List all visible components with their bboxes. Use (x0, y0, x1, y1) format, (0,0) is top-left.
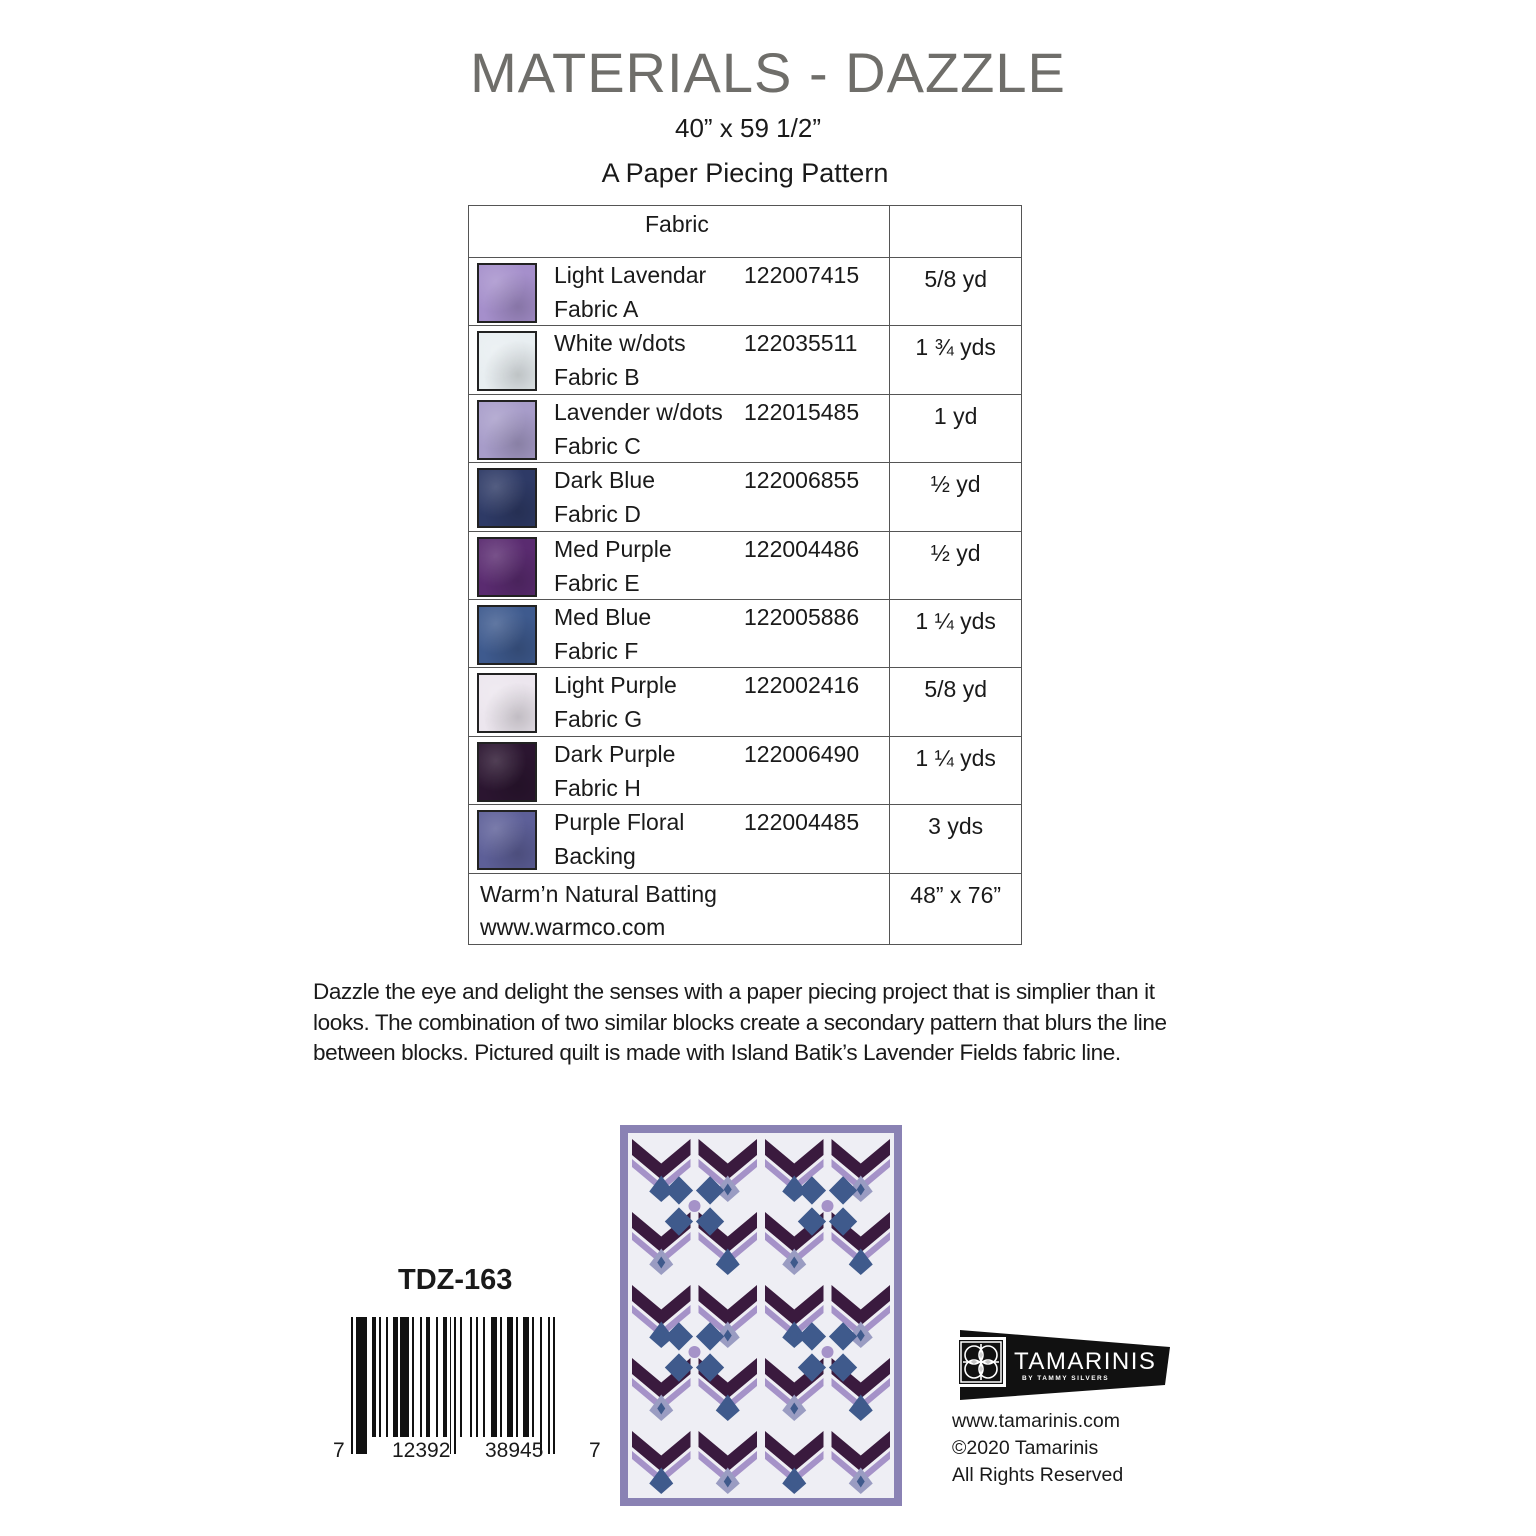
barcode-digit-check: 7 (589, 1439, 601, 1462)
batting-url: www.warmco.com (480, 913, 666, 940)
fabric-label: Fabric F (554, 637, 639, 664)
fabric-swatch (477, 742, 537, 802)
fabric-sku: 122005886 (744, 603, 860, 630)
fabric-cell (469, 463, 890, 531)
quilt-image (620, 1125, 902, 1506)
fabric-label: Fabric E (554, 569, 640, 596)
fabric-sku: 122007415 (744, 262, 860, 288)
fabric-swatch (477, 263, 537, 323)
fabric-cell (469, 326, 890, 394)
fabric-name: Dark Purple (554, 740, 676, 767)
fabric-swatch (477, 468, 537, 528)
fabric-cell (469, 258, 890, 326)
page-title: MATERIALS - DAZZLE (470, 41, 1066, 104)
fabric-cell (469, 531, 890, 599)
fabric-name: White w/dots (554, 330, 686, 357)
logo-text: TAMARINIS (1014, 1348, 1157, 1375)
logo-subtext: BY TAMMY SILVERS (1022, 1375, 1110, 1382)
table-row (469, 599, 1022, 667)
fabric-amount: 1 ¼ yds (890, 736, 1022, 804)
fabric-amount: 5/8 yd (890, 668, 1022, 736)
amount-column-header (890, 206, 1022, 258)
fabric-cell (469, 394, 890, 462)
pattern-subtitle: A Paper Piecing Pattern (601, 158, 889, 188)
batting-cell (469, 873, 890, 944)
table-row (469, 394, 1022, 462)
fabric-amount: 1 ¼ yds (890, 599, 1022, 667)
fabric-name: Dark Blue (554, 467, 655, 494)
fabric-cell (469, 599, 890, 667)
table-row (469, 258, 1022, 326)
fabric-amount: ½ yd (890, 463, 1022, 531)
table-row (469, 668, 1022, 736)
fabric-label: Fabric D (554, 501, 641, 528)
tamarinis-logo (952, 1325, 1170, 1400)
fabric-amount: ½ yd (890, 531, 1022, 599)
fabric-cell (469, 805, 890, 873)
copyright-notice: ©2020 Tamarinis (952, 1437, 1099, 1459)
materials-table (468, 205, 1022, 945)
pattern-description: Dazzle the eye and delight the senses with a paper piecing project that is simplier than it looks. The combination of two similar blocks create a secondary pattern that blurs the line between blocks. Pictured quilt is made with Island Batik’s Lavender Fields fabric line. (313, 979, 1167, 1065)
fabric-sku: 122006490 (744, 740, 860, 767)
fabric-swatch (477, 400, 537, 460)
fabric-cell (469, 668, 890, 736)
table-row (469, 805, 1022, 873)
fabric-name: Lavender w/dots (554, 398, 723, 425)
batting-amount: 48” x 76” (890, 873, 1022, 944)
fabric-label: Backing (554, 843, 636, 870)
sku-code: TDZ-163 (398, 1264, 513, 1296)
fabric-amount: 3 yds (890, 805, 1022, 873)
brand-website: www.tamarinis.com (952, 1410, 1120, 1432)
fabric-name: Purple Floral (554, 809, 685, 836)
fabric-swatch (477, 605, 537, 665)
fabric-label: Fabric G (554, 706, 643, 733)
fabric-swatch (477, 537, 537, 597)
fabric-name: Light Lavendar (554, 262, 707, 288)
fabric-swatch (477, 810, 537, 870)
fabric-name: Med Purple (554, 535, 672, 562)
fabric-amount: 1 ¾ yds (890, 326, 1022, 394)
fabric-name: Light Purple (554, 672, 677, 699)
fabric-amount: 1 yd (890, 394, 1022, 462)
fabric-column-header: Fabric (469, 206, 890, 258)
batting-name: Warm’n Natural Batting (480, 880, 717, 907)
batting-row (469, 873, 1022, 944)
barcode-icon (348, 1317, 583, 1454)
table-row (469, 531, 1022, 599)
table-row (469, 463, 1022, 531)
fabric-sku: 122002416 (744, 672, 860, 699)
table-row (469, 326, 1022, 394)
brand-contact (952, 1408, 1123, 1489)
fabric-label: Fabric B (554, 364, 640, 391)
barcode-digits-right: 38945 (485, 1439, 544, 1462)
fabric-label: Fabric C (554, 432, 641, 459)
fabric-label: Fabric A (554, 296, 639, 322)
barcode-digit-lead: 7 (333, 1439, 345, 1462)
table-header-row (469, 206, 1022, 258)
fabric-swatch (477, 331, 537, 391)
fabric-name: Med Blue (554, 603, 652, 630)
fabric-amount: 5/8 yd (890, 258, 1022, 326)
rights-notice: All Rights Reserved (952, 1464, 1124, 1486)
fabric-sku: 122015485 (744, 398, 860, 425)
fabric-label: Fabric H (554, 774, 641, 801)
fabric-sku: 122004486 (744, 535, 860, 562)
quilt-dimensions: 40” x 59 1/2” (675, 113, 821, 143)
fabric-sku: 122004485 (744, 809, 860, 836)
fabric-cell (469, 736, 890, 804)
fabric-sku: 122035511 (744, 330, 858, 357)
fabric-swatch (477, 673, 537, 733)
table-row (469, 736, 1022, 804)
fabric-sku: 122006855 (744, 467, 860, 494)
barcode-digits-left: 12392 (392, 1439, 451, 1462)
